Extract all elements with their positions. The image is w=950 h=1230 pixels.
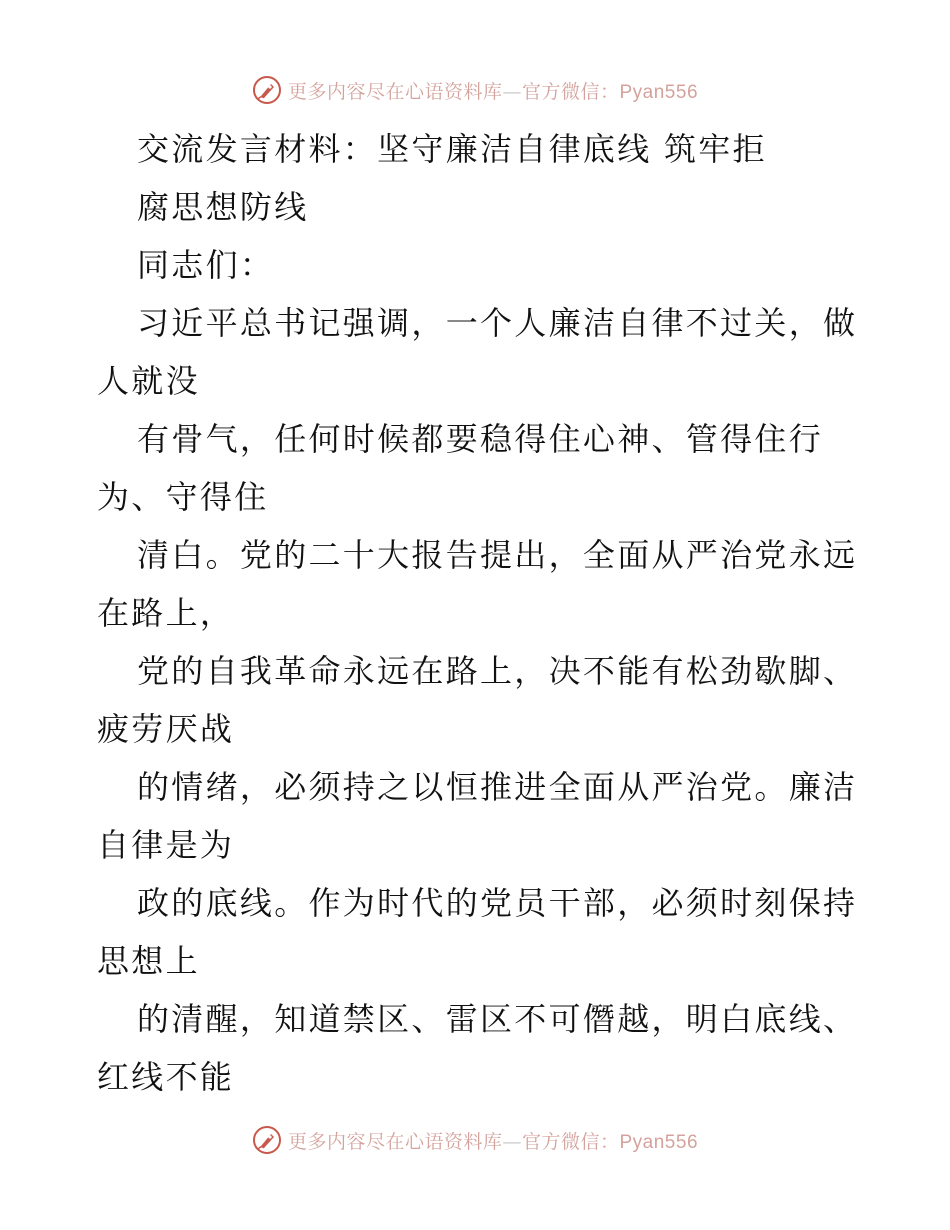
paragraph-line: 疲劳厌战 [97,710,235,748]
paragraph-line: 习近平总书记强调，一个人廉洁自律不过关，做 [137,304,858,342]
document-body [97,120,857,1106]
salutation: 同志们： [137,246,275,284]
paragraph-line: 为、守得住 [97,478,269,516]
watermark-site-text: 更多内容尽在心语资料库 [287,80,503,103]
watermark-text [288,1127,698,1154]
header-watermark [0,70,950,110]
title-line-1: 交流发言材料：坚守廉洁自律底线 筑牢拒 [137,130,767,168]
watermark-wechat-label: 官方微信： [521,1130,620,1153]
paragraph-line: 人就没 [97,362,200,400]
title-line-2: 腐思想防线 [137,188,309,226]
watermark-account: Pyan556 [619,81,699,103]
paragraph-line: 清白。党的二十大报告提出，全面从严治党永远 [137,536,858,574]
paragraph-line: 思想上 [97,942,200,980]
watermark-wechat-label: 官方微信： [521,80,620,103]
paragraph-line: 红线不能 [97,1058,235,1096]
watermark-dash: — [502,1130,522,1153]
paragraph-line: 在路上， [97,594,235,632]
watermark-dash: — [502,80,522,103]
watermark-text [288,77,698,104]
paragraph-line: 自律是为 [97,826,235,864]
paragraph-line: 有骨气，任何时候都要稳得住心神、管得住行 [137,420,824,458]
paragraph-line: 党的自我革命永远在路上，决不能有松劲歇脚、 [137,652,858,690]
pen-nib-logo-icon [252,1125,282,1155]
paragraph-line: 政的底线。作为时代的党员干部，必须时刻保持 [137,884,858,922]
footer-watermark [0,1120,950,1160]
watermark-site-text: 更多内容尽在心语资料库 [287,1130,503,1153]
watermark-account: Pyan556 [619,1131,699,1153]
paragraph-line: 的清醒，知道禁区、雷区不可僭越，明白底线、 [137,1000,858,1038]
pen-nib-logo-icon [252,75,282,105]
paragraph-line: 的情绪，必须持之以恒推进全面从严治党。廉洁 [137,768,858,806]
